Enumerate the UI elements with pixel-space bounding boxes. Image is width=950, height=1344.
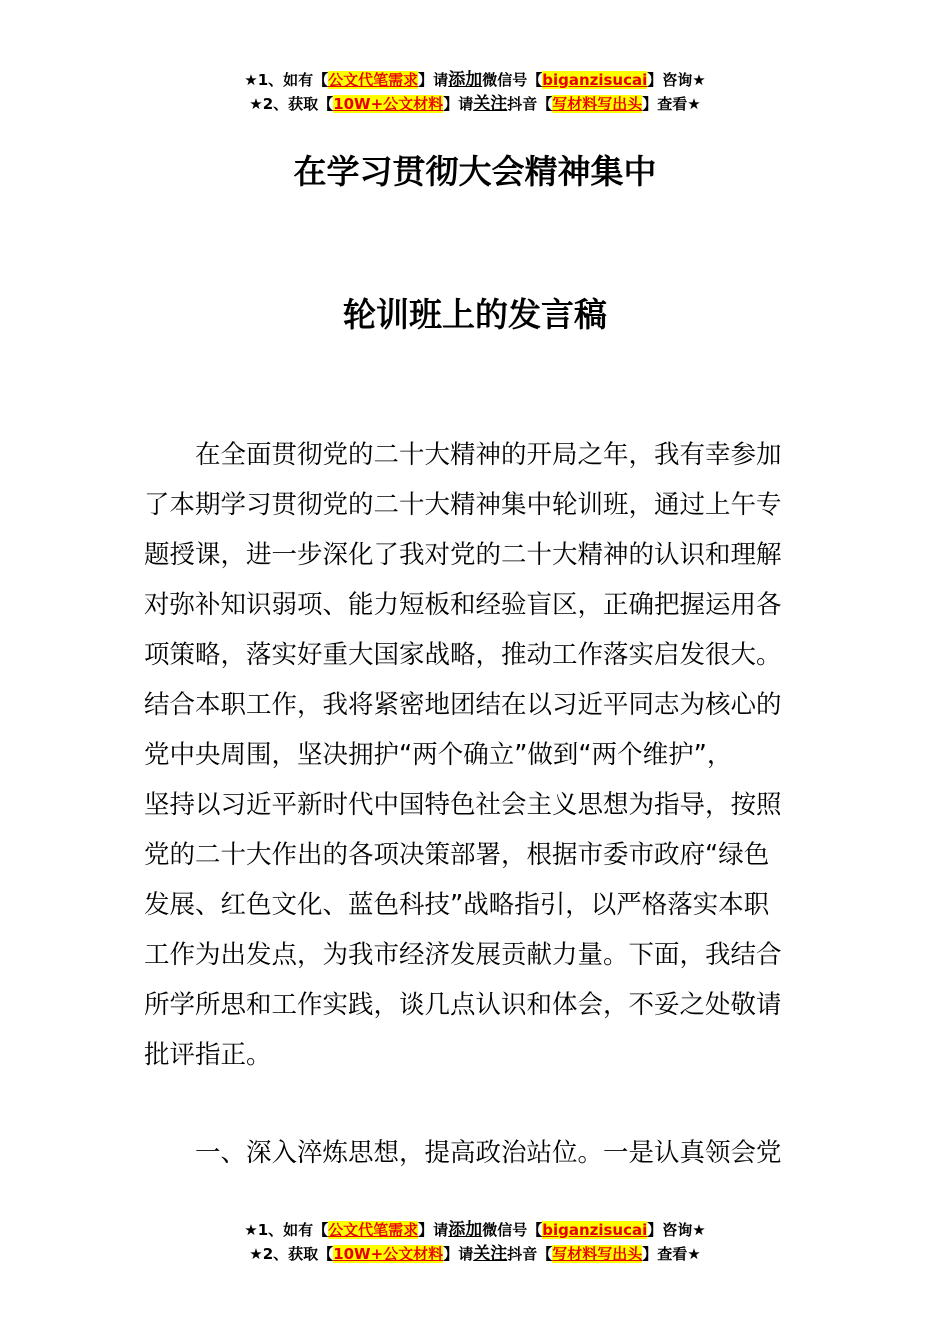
- banner-highlight: 10W+公文材料: [333, 95, 444, 113]
- banner-highlight: 写材料写出头: [552, 1245, 643, 1263]
- text-line: 党的二十大作出的各项决策部署，根据市委市政府“绿色: [144, 840, 770, 870]
- text-line: 了本期学习贯彻党的二十大精神集中轮训班，通过上午专: [144, 490, 782, 520]
- text-line: 坚持以习近平新时代中国特色社会主义思想为指导，按照: [144, 790, 782, 820]
- text-line: 结合本职工作，我将紧密地团结在以习近平同志为核心的: [144, 690, 782, 720]
- banner-line-2: ★2、获取【10W+公文材料】请关注抖音【写材料写出头】查看★: [249, 1244, 701, 1264]
- text-line: 发展、红色文化、蓝色科技”战略指引，以严格落实本职: [144, 890, 770, 920]
- banner-line-1: ★1、如有【公文代笔需求】请添加微信号【biganzisucai】咨询★: [244, 70, 706, 90]
- banner-highlight: biganzisucai: [542, 71, 648, 89]
- banner-highlight: 10W+公文材料: [333, 1245, 444, 1263]
- banner-highlight: biganzisucai: [542, 1221, 648, 1239]
- banner-highlight: 公文代笔需求: [328, 71, 419, 89]
- text-line: 所学所思和工作实践，谈几点认识和体会，不妥之处敬请: [144, 990, 782, 1020]
- text-line: 在全面贯彻党的二十大精神的开局之年，我有幸参加: [144, 440, 782, 470]
- banner-highlight: 公文代笔需求: [328, 1221, 419, 1239]
- header-ad-banner: [0, 68, 950, 116]
- text-line: 一、深入淬炼思想，提高政治站位。一是认真领会党: [144, 1138, 782, 1168]
- document-title-line-1: 在学习贯彻大会精神集中: [293, 152, 657, 191]
- body-paragraph-1: [144, 430, 808, 1080]
- text-line: 批评指正。: [144, 1040, 272, 1070]
- text-line: 对弥补知识弱项、能力短板和经验盲区，正确把握运用各: [144, 590, 782, 620]
- text-line: 工作为出发点，为我市经济发展贡献力量。下面，我结合: [144, 940, 782, 970]
- body-paragraph-2: [144, 1128, 808, 1178]
- banner-highlight: 写材料写出头: [552, 95, 643, 113]
- text-line: 党中央周围，坚决拥护“两个确立”做到“两个维护”，: [144, 740, 733, 770]
- banner-line-2: ★2、获取【10W+公文材料】请关注抖音【写材料写出头】查看★: [249, 94, 701, 114]
- banner-line-1: ★1、如有【公文代笔需求】请添加微信号【biganzisucai】咨询★: [244, 1220, 706, 1240]
- text-line: 题授课，进一步深化了我对党的二十大精神的认识和理解: [144, 540, 782, 570]
- footer-ad-banner: [0, 1218, 950, 1266]
- text-line: 项策略，落实好重大国家战略，推动工作落实启发很大。: [144, 640, 782, 670]
- document-title-line-2: 轮训班上的发言稿: [343, 295, 607, 334]
